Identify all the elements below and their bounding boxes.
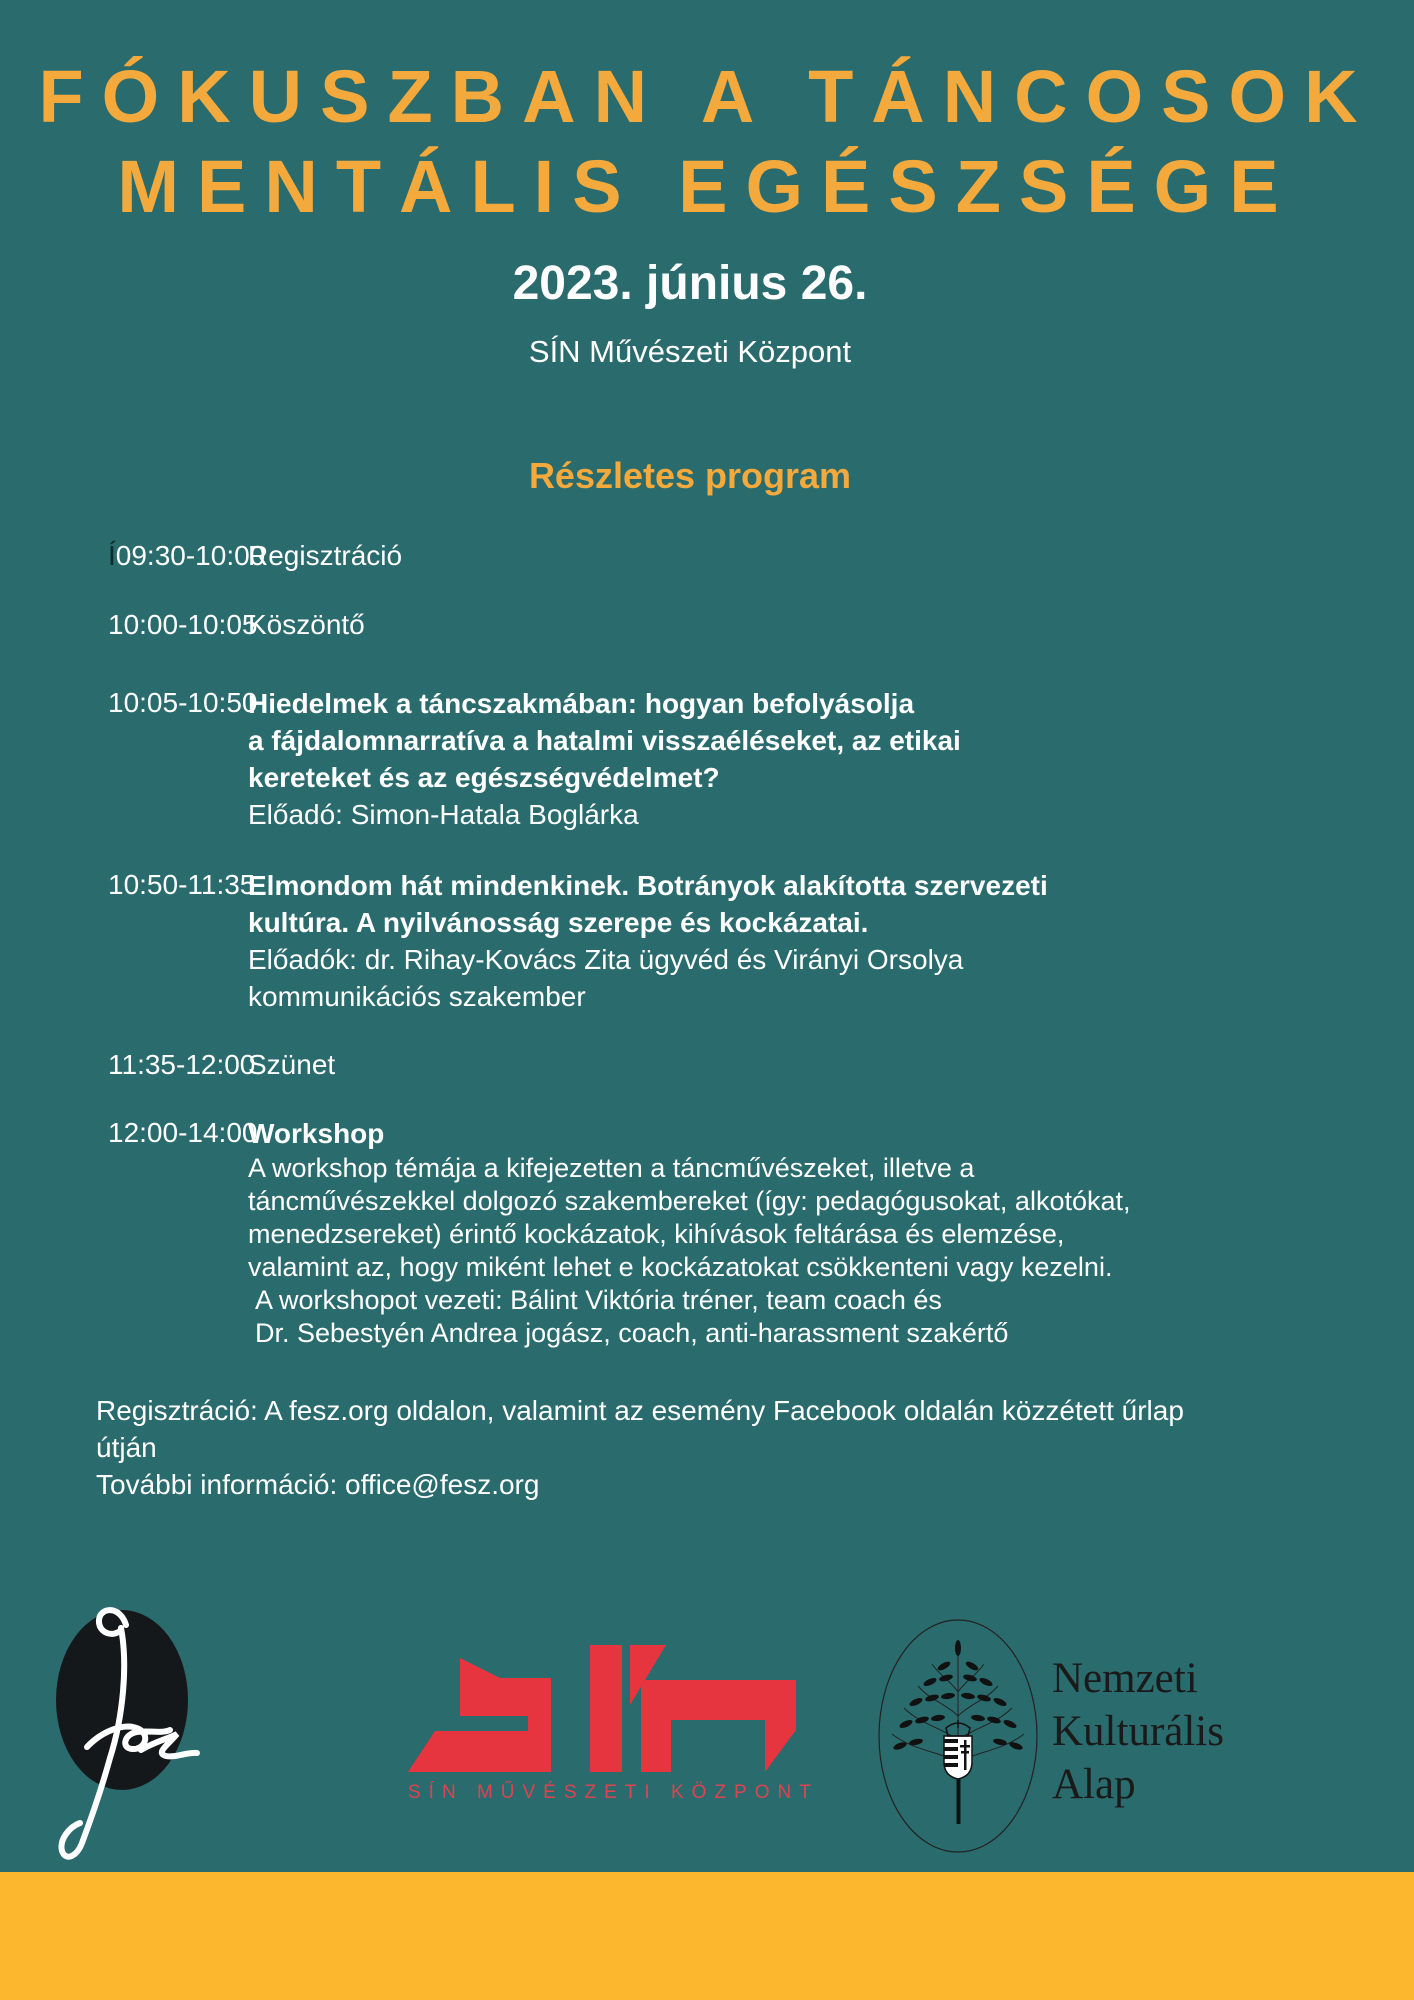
- talk-title-line: kultúra. A nyilvánosság szerepe és kockázatai.: [248, 907, 869, 938]
- program-time: 10:05-10:50: [108, 687, 258, 718]
- event-date: 2023. június 26.: [512, 257, 868, 310]
- program-row-talk1: [108, 685, 1364, 833]
- talk-speaker-line: kommunikációs szakember: [248, 981, 586, 1012]
- talk-title-line: Elmondom hát mindenkinek. Botrányok alakította szervezeti: [248, 870, 1048, 901]
- program-time: Í09:30-10:00: [108, 540, 266, 571]
- program-time: 10:50-11:35: [108, 869, 256, 900]
- bottom-accent-bar: [0, 1872, 1414, 2000]
- talk-speaker-line: Előadó: Simon-Hatala Boglárka: [248, 799, 639, 830]
- registration-info: [96, 1392, 1354, 1503]
- program-time: 10:00-10:05: [108, 609, 258, 640]
- program-row-workshop: [108, 1115, 1364, 1350]
- program-time: 11:35-12:00: [108, 1049, 256, 1080]
- nka-text-line: Nemzeti: [1052, 1655, 1198, 1702]
- program-heading: Részletes program: [528, 455, 852, 496]
- event-venue: SÍN Művészeti Központ: [528, 334, 852, 369]
- program-time: 12:00-14:00: [108, 1117, 258, 1148]
- talk-speaker-line: Előadók: dr. Rihay-Kovács Zita ügyvéd és Virányi Orsolya: [248, 944, 964, 975]
- workshop-leader-line: Dr. Sebestyén Andrea jogász, coach, anti-harassment szakértő: [255, 1318, 1009, 1348]
- workshop-title: Workshop: [248, 1118, 385, 1149]
- talk-title-line: Hiedelmek a táncszakmában: hogyan befolyásolja: [248, 688, 915, 719]
- workshop-description-line: A workshop témája a kifejezetten a táncművészeket, illetve a: [248, 1153, 975, 1183]
- nka-text-line: Alap: [1052, 1761, 1136, 1808]
- poster-title: [0, 52, 1414, 232]
- poster-title-line2: MENTÁLIS EGÉSZSÉGE: [117, 145, 1297, 228]
- fesz-logo: [25, 1595, 235, 1880]
- nka-logo-text: [1052, 1652, 1224, 1811]
- workshop-description: [248, 1152, 1364, 1350]
- registration-info-line: útján: [96, 1432, 157, 1463]
- talk-title-line: a fájdalomnarratíva a hatalmi visszaéléseket, az etikai: [248, 725, 961, 756]
- program-row-registration: [108, 538, 1364, 574]
- program-item-label: Regisztráció: [248, 540, 403, 571]
- program-row-talk2: [108, 867, 1364, 1015]
- poster-title-line1: FÓKUSZBAN A TÁNCOSOK: [38, 55, 1376, 138]
- nka-logo: [870, 1612, 1050, 1864]
- program-item-label: Szünet: [248, 1049, 336, 1080]
- contact-email-line: További információ: office@fesz.org: [96, 1469, 540, 1500]
- program-item-content: [248, 685, 1364, 833]
- program-row-welcome: [108, 607, 1364, 643]
- nka-text-line: Kulturális: [1052, 1708, 1224, 1755]
- registration-info-line: Regisztráció: A fesz.org oldalon, valamint az esemény Facebook oldalán közzétett űrlap: [96, 1395, 1184, 1426]
- sin-logo-caption: SÍN MŰVÉSZETI KÖZPONT: [408, 1782, 819, 1803]
- sin-logo: [408, 1645, 800, 1775]
- stray-character: Í: [108, 540, 116, 571]
- workshop-description-line: menedzsereket) érintő kockázatok, kihívások feltárása és elemzése,: [248, 1219, 1065, 1249]
- program-item-label: Köszöntő: [248, 609, 365, 640]
- talk-title-line: kereteket és az egészségvédelmet?: [248, 762, 720, 793]
- program-item-content: [248, 1115, 1364, 1350]
- workshop-description-line: táncművészekkel dolgozó szakembereket (így: pedagógusokat, alkotókat,: [248, 1186, 1131, 1216]
- program-row-break: [108, 1047, 1364, 1083]
- workshop-description-line: valamint az, hogy miként lehet e kockázatokat csökkenteni vagy kezelni.: [248, 1252, 1113, 1282]
- workshop-leader-line: A workshopot vezeti: Bálint Viktória tréner, team coach és: [255, 1285, 942, 1315]
- program-item-content: [248, 867, 1364, 1015]
